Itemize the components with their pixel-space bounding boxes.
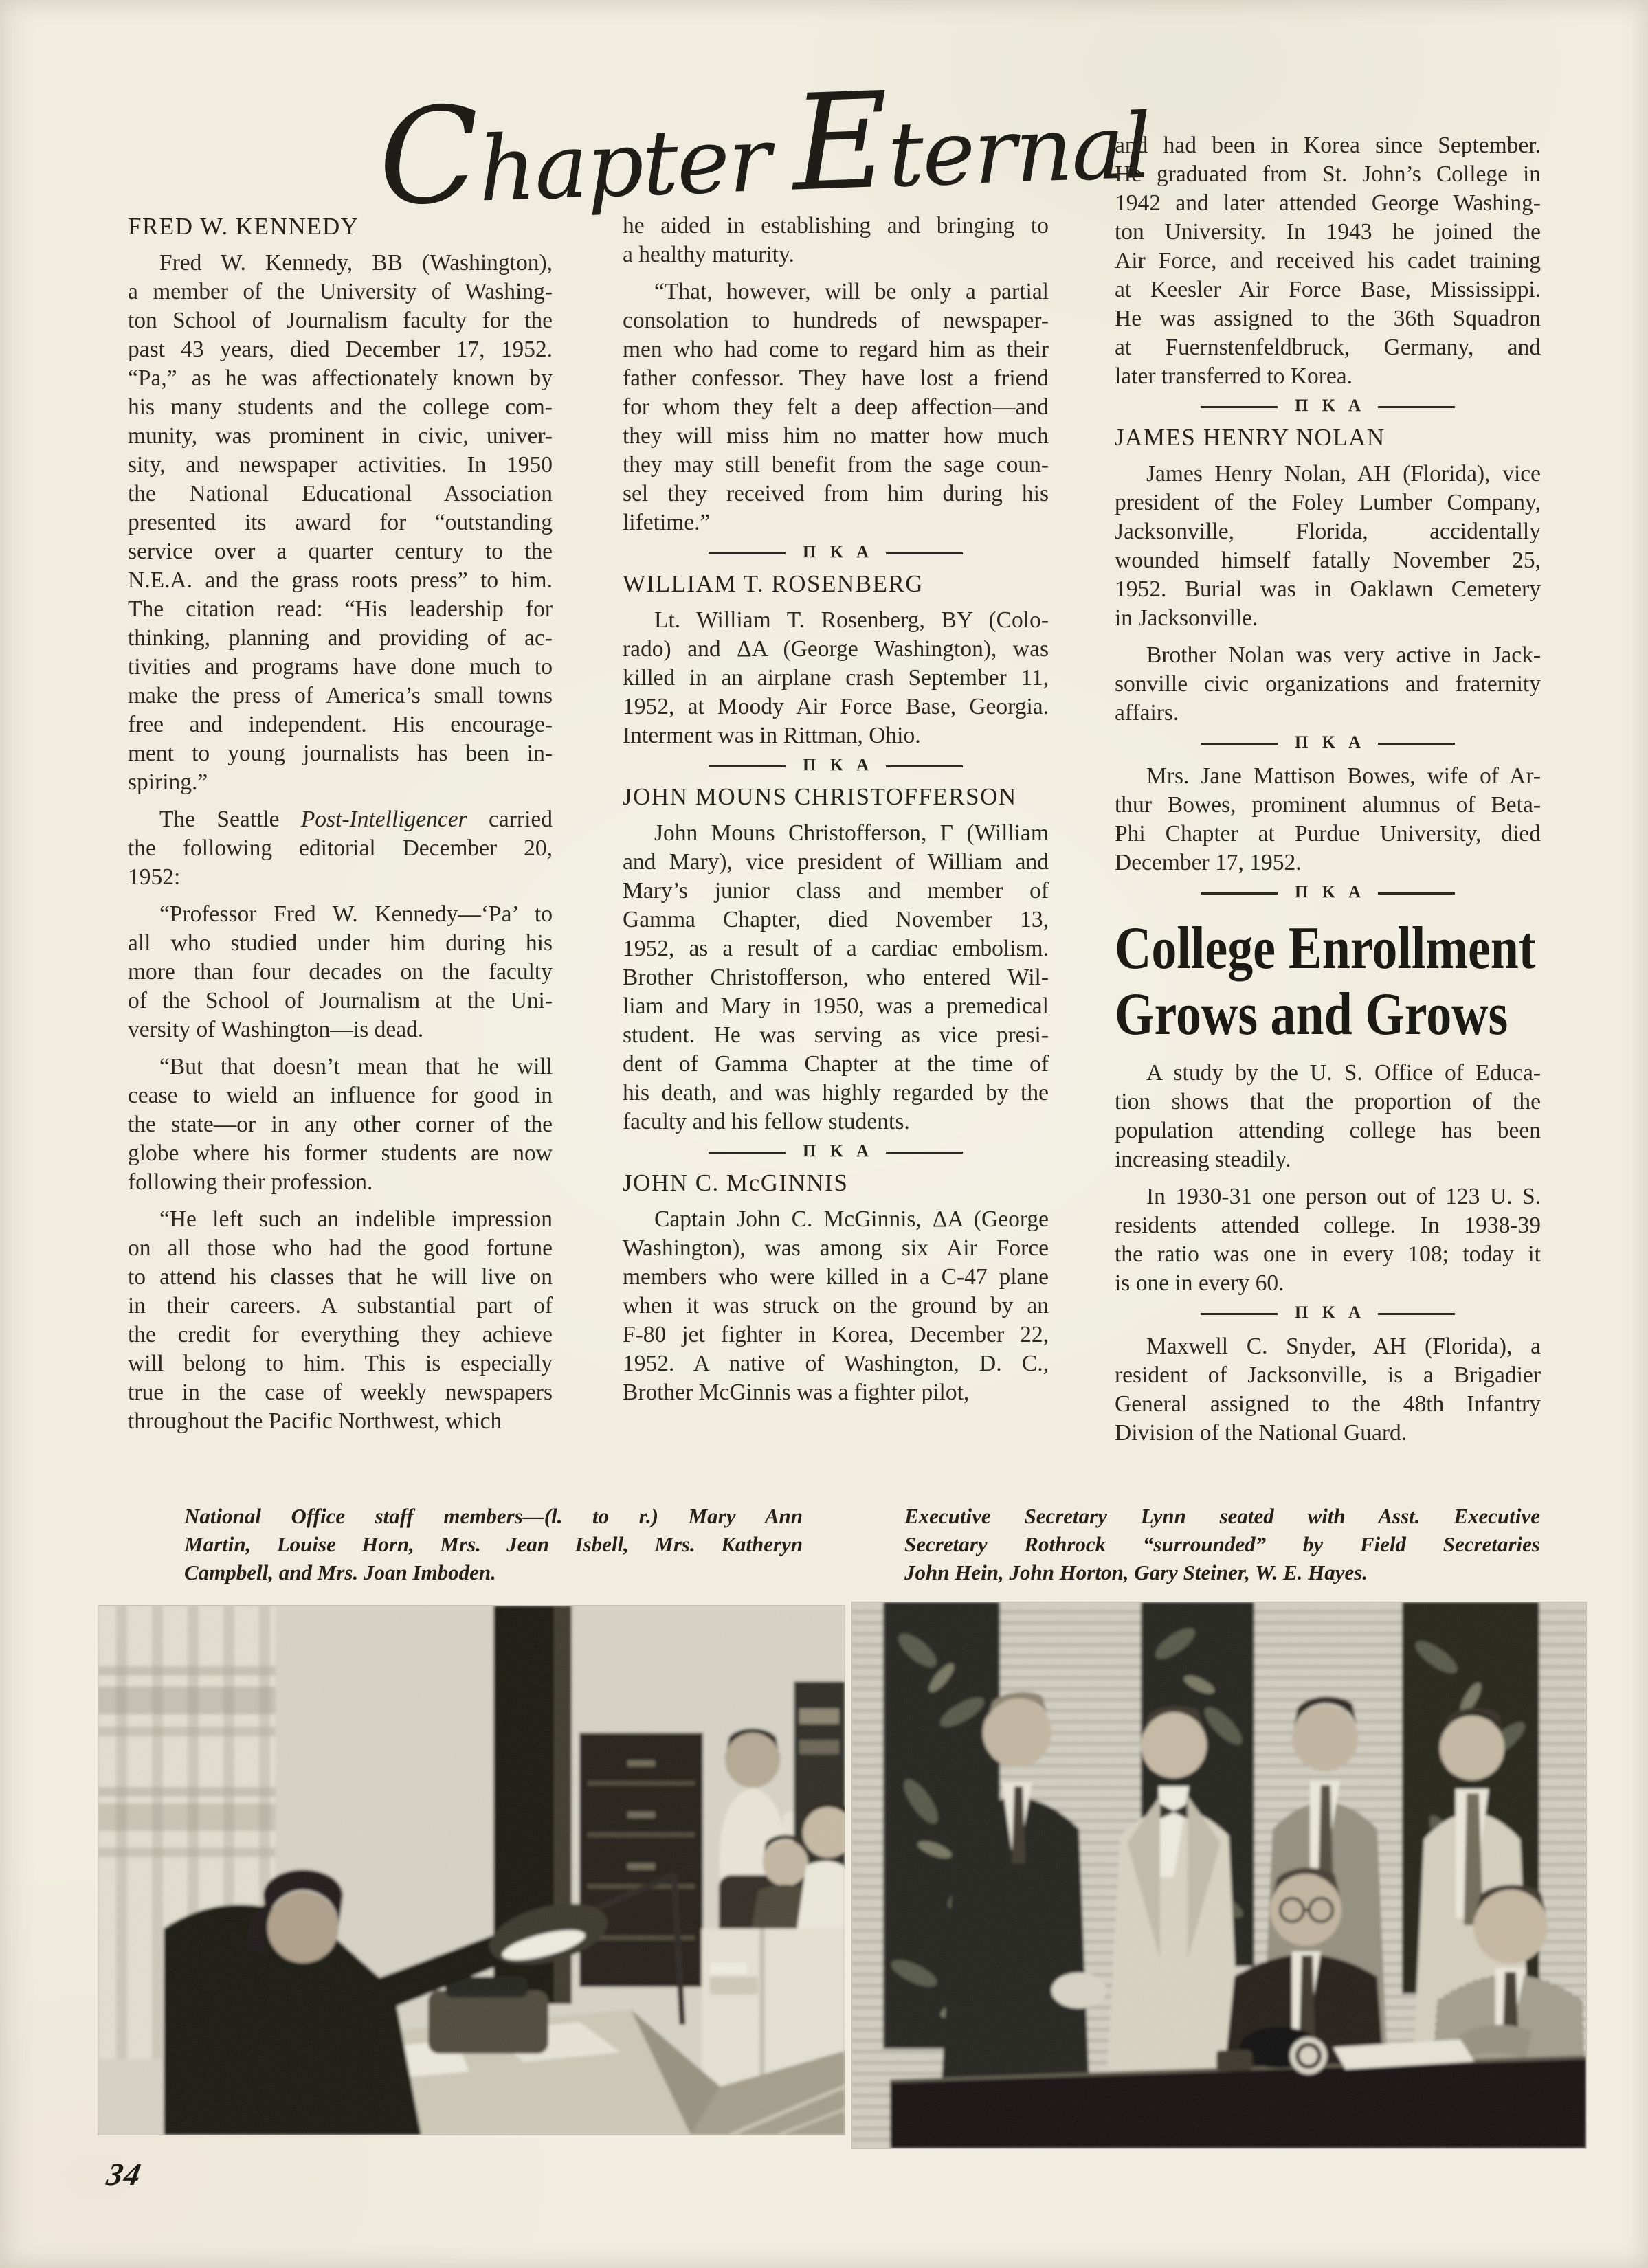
text-line: Gamma Chapter, died November 13, <box>623 907 1049 932</box>
pika-rule-left <box>1201 1313 1278 1315</box>
text-line: more than four decades on the faculty <box>128 959 553 985</box>
text-line: “But that doesn’t mean that he will <box>159 1054 553 1079</box>
text-line: consolation to hundreds of newspaper- <box>623 308 1049 333</box>
pika-rule-right <box>1378 743 1455 745</box>
text-line: 1952. Burial was in Oaklawn Cemetery <box>1115 576 1541 602</box>
paragraph <box>623 606 1049 750</box>
column-1 <box>128 206 553 1436</box>
text-line: The Seattle Post-Intelligencer carried <box>159 807 553 832</box>
pika-divider <box>1115 882 1541 903</box>
text-line: Air Force, and received his cadet training <box>1115 248 1541 273</box>
text-line: men who had come to regard him as their <box>623 337 1049 362</box>
text-line: Brother Christofferson, who entered Wil- <box>623 965 1049 990</box>
text-line: tivities and programs have done much to <box>128 654 553 680</box>
pika-label: Π Κ Α <box>1294 733 1366 752</box>
paragraph <box>128 900 553 1044</box>
text-line: for whom they felt a deep affection—and <box>623 394 1049 420</box>
paragraph <box>623 212 1049 269</box>
paragraph <box>128 805 553 892</box>
pika-rule-right <box>886 765 963 767</box>
caption-line: Executive Secretary Lynn seated with Asst. Executive <box>904 1504 1540 1528</box>
text-line: increasing steadily. <box>1115 1147 1291 1172</box>
text-line: service over a quarter century to the <box>128 539 553 564</box>
pika-rule-left <box>709 552 786 554</box>
text-line: “That, however, will be only a partial <box>654 279 1049 304</box>
pika-label: Π Κ Α <box>802 1142 874 1160</box>
text-line: following their profession. <box>128 1169 373 1195</box>
text-line: in their careers. A substantial part of <box>128 1293 553 1318</box>
text-line: and had been in Korea since September. <box>1115 133 1541 158</box>
text-line: population attending college has been <box>1115 1118 1541 1143</box>
text-line: thinking, planning and providing of ac- <box>128 625 553 651</box>
pika-label: Π Κ Α <box>1294 1303 1366 1322</box>
text-line: General assigned to the 48th Infantry <box>1115 1391 1541 1417</box>
text-line: ment to young journalists has been in- <box>128 741 553 766</box>
text-line: Lt. William T. Rosenberg, BΥ (Colo- <box>654 607 1049 633</box>
text-line: 1952. A native of Washington, D. C., <box>623 1351 1049 1376</box>
paragraph <box>1115 1059 1541 1174</box>
column-2 <box>623 212 1049 1407</box>
text-line: In 1930-31 one person out of 123 U. S. <box>1146 1184 1541 1209</box>
text-line: Mrs. Jane Mattison Bowes, wife of Ar- <box>1146 763 1541 789</box>
pika-divider <box>1115 1302 1541 1324</box>
text-line: Division of the National Guard. <box>1115 1420 1407 1446</box>
left-photo <box>98 1606 845 2135</box>
text-line: The citation read: “His leadership for <box>128 596 553 622</box>
caption-line: National Office staff members—(l. to r.) Mary Ann <box>184 1504 803 1528</box>
text-line: free and independent. His encourage- <box>128 712 553 737</box>
obituary-heading: WILLIAM T. ROSENBERG <box>623 570 924 597</box>
left-photo-illustration <box>98 1606 845 2135</box>
text-line: resident of Jacksonville, is a Brigadier <box>1115 1362 1541 1388</box>
pika-divider <box>623 541 1049 563</box>
pika-rule-right <box>1378 406 1455 408</box>
text-line: student. He was serving as vice presi- <box>623 1022 1049 1048</box>
text-line: A study by the U. S. Office of Educa- <box>1146 1060 1541 1086</box>
caption-line: Secretary Rothrock “surrounded” by Field Secretaries <box>904 1532 1540 1556</box>
right-photo <box>852 1602 1586 2148</box>
pika-label: Π Κ Α <box>1294 883 1366 901</box>
text-line: versity of Washington—is dead. <box>128 1017 424 1042</box>
page-number: 34 <box>104 2157 145 2192</box>
text-line: all who studied under him during his <box>128 930 553 956</box>
text-line: Captain John C. McGinnis, ΔA (George <box>654 1206 1049 1232</box>
pika-divider <box>623 1141 1049 1163</box>
text-line: sel they received from him during his <box>623 481 1049 506</box>
text-line: dent of Gamma Chapter at the time of <box>623 1051 1049 1077</box>
text-line: John Mouns Christofferson, Γ (William <box>654 820 1049 846</box>
photo-grain <box>98 1606 845 2135</box>
text-line: tion shows that the proportion of the <box>1115 1089 1541 1114</box>
text-line: of the School of Journalism at the Uni- <box>128 988 553 1013</box>
text-line: Phi Chapter at Purdue University, died <box>1115 821 1541 846</box>
pika-divider <box>1115 395 1541 417</box>
pika-label: Π Κ Α <box>802 756 874 774</box>
text-line: N.E.A. and the grass roots press” to him. <box>128 568 553 593</box>
photo-grain <box>852 1602 1586 2148</box>
text-line: lifetime.” <box>623 510 711 535</box>
text-line: ton University. In 1943 he joined the <box>1115 219 1541 245</box>
obituary-heading: JOHN MOUNS CHRISTOFFERSON <box>623 783 1017 810</box>
text-line: and Mary), vice president of William and <box>623 849 1049 875</box>
right-photo-illustration <box>852 1602 1586 2148</box>
text-line: past 43 years, died December 17, 1952. <box>128 337 553 362</box>
text-line: Fred W. Kennedy, BB (Washington), <box>159 250 553 276</box>
text-line: 1952, at Moody Air Force Base, Georgia. <box>623 694 1049 719</box>
text-line: father confessor. They have lost a friend <box>623 366 1049 391</box>
text-line: cease to wield an influence for good in <box>128 1083 553 1108</box>
text-line: December 17, 1952. <box>1115 850 1302 875</box>
text-line: Brother Nolan was very active in Jack- <box>1146 642 1541 668</box>
text-line: a healthy maturity. <box>623 242 794 267</box>
text-line: later transferred to Korea. <box>1115 363 1352 389</box>
text-line: to attend his classes that he will live on <box>128 1264 553 1290</box>
text-line: the National Educational Association <box>128 481 553 506</box>
pika-rule-right <box>1378 1313 1455 1315</box>
paragraph <box>128 249 553 797</box>
paragraph <box>1115 131 1541 391</box>
pika-label: Π Κ Α <box>1294 396 1366 415</box>
pika-rule-left <box>1201 892 1278 895</box>
pika-divider <box>1115 732 1541 754</box>
text-line: the following editorial December 20, <box>128 835 553 861</box>
pika-label: Π Κ Α <box>802 543 874 561</box>
text-line: residents attended college. In 1938-39 <box>1115 1213 1541 1238</box>
text-line: the ratio was one in every 108; today it <box>1115 1242 1541 1267</box>
text-line: “Professor Fred W. Kennedy—‘Pa’ to <box>159 901 553 927</box>
column-3 <box>1115 131 1541 1448</box>
text-line: globe where his former students are now <box>128 1141 553 1166</box>
text-line: wounded himself fatally November 25, <box>1115 548 1541 573</box>
text-line: sity, and newspaper activities. In 1950 <box>128 452 553 478</box>
text-line: He was assigned to the 36th Squadron <box>1115 306 1541 331</box>
text-line: 1952: <box>128 864 181 890</box>
text-line: his many students and the college com- <box>128 394 553 420</box>
obituary-heading: JAMES HENRY NOLAN <box>1115 424 1385 451</box>
text-line: Maxwell C. Snyder, AH (Florida), a <box>1146 1334 1541 1359</box>
text-line: James Henry Nolan, AH (Florida), vice <box>1146 461 1541 486</box>
obituary-heading: JOHN C. McGINNIS <box>623 1169 849 1196</box>
text-line: members who were killed in a C-47 plane <box>623 1264 1049 1290</box>
text-line: a member of the University of Washing- <box>128 279 553 304</box>
svg-text:ChapterEternal: Chapter Eternal <box>375 64 1153 236</box>
text-line: presented its award for “outstanding <box>128 510 553 535</box>
text-line: sonville civic organizations and fraternity <box>1115 671 1541 697</box>
paragraph <box>128 1053 553 1197</box>
text-line: 1952, as a result of a cardiac embolism. <box>623 936 1049 961</box>
paragraph <box>1115 1332 1541 1448</box>
section-display-heading <box>1115 916 1541 1048</box>
text-line: rado) and ΔA (George Washington), was <box>623 636 1049 662</box>
pika-rule-left <box>709 765 786 767</box>
caption-line: Martin, Louise Horn, Mrs. Jean Isbell, Mrs. Katheryn <box>184 1532 803 1556</box>
text-line: Mary’s junior class and member of <box>623 878 1049 903</box>
text-line: 1942 and later attended George Washing- <box>1115 190 1541 216</box>
text-line: in Jacksonville. <box>1115 605 1258 631</box>
paragraph <box>1115 1182 1541 1298</box>
text-line: president of the Foley Lumber Company, <box>1115 490 1541 515</box>
paragraph <box>623 1205 1049 1407</box>
text-line: when it was struck on the ground by an <box>623 1293 1049 1318</box>
text-line: affairs. <box>1115 700 1179 726</box>
paragraph <box>1115 762 1541 877</box>
paragraph <box>623 819 1049 1136</box>
text-line: his death, and was highly regarded by the <box>623 1080 1049 1105</box>
text-line: faculty and his fellow students. <box>623 1109 910 1134</box>
text-line: spiring.” <box>128 770 208 795</box>
text-line: “Pa,” as he was affectionately known by <box>128 366 553 391</box>
text-line: He graduated from St. John’s College in <box>1115 161 1541 187</box>
text-line: true in the case of weekly newspapers <box>128 1380 553 1405</box>
caption-line: John Hein, John Horton, Gary Steiner, W. E. Hayes. <box>904 1560 1368 1584</box>
text-line: Washington), was among six Air Force <box>623 1235 1049 1261</box>
text-line: make the press of America’s small towns <box>128 683 553 708</box>
text-line: throughout the Pacific Northwest, which <box>128 1408 502 1434</box>
text-line: F-80 jet fighter in Korea, December 22, <box>623 1322 1049 1347</box>
pika-rule-left <box>1201 406 1278 408</box>
text-line: at Keesler Air Force Base, Mississippi. <box>1115 277 1541 302</box>
caption-right <box>904 1502 1540 1586</box>
pika-rule-right <box>1378 892 1455 895</box>
text-line: “He left such an indelible impression <box>159 1206 553 1232</box>
caption-line: Campbell, and Mrs. Joan Imboden. <box>184 1560 496 1584</box>
text-line: the credit for everything they achieve <box>128 1322 553 1347</box>
paragraph <box>1115 460 1541 633</box>
text-line: at Fuernstenfeldbruck, Germany, and <box>1115 335 1541 360</box>
paragraph <box>128 1205 553 1436</box>
text-line: ton School of Journalism faculty for the <box>128 308 553 333</box>
paragraph <box>1115 641 1541 728</box>
text-line: they may still benefit from the sage coun- <box>623 452 1049 478</box>
pika-rule-left <box>709 1152 786 1154</box>
display-heading-line: College Enrollment <box>1115 915 1536 982</box>
text-line: the state—or in any other corner of the <box>128 1112 553 1137</box>
text-line: killed in an airplane crash September 11, <box>623 665 1049 690</box>
text-line: Interment was in Rittman, Ohio. <box>623 723 921 748</box>
text-line: on all those who had the good fortune <box>128 1235 553 1261</box>
text-line: will belong to him. This is especially <box>128 1351 553 1376</box>
obituary-heading: FRED W. KENNEDY <box>128 213 359 240</box>
pika-divider <box>623 754 1049 776</box>
text-line: munity, was prominent in civic, univer- <box>128 423 553 449</box>
pika-rule-right <box>886 1152 963 1154</box>
caption-left <box>184 1502 803 1586</box>
text-line: liam and Mary in 1950, was a premedical <box>623 993 1049 1019</box>
text-line: Brother McGinnis was a fighter pilot, <box>623 1380 970 1405</box>
text-line: Jacksonville, Florida, accidentally <box>1115 519 1541 544</box>
display-heading-line: Grows and Grows <box>1115 981 1508 1048</box>
text-line: they will miss him no matter how much <box>623 423 1049 449</box>
pika-rule-right <box>886 552 963 554</box>
pika-rule-left <box>1201 743 1278 745</box>
text-line: he aided in establishing and bringing to <box>623 213 1049 238</box>
text-line: is one in every 60. <box>1115 1270 1284 1296</box>
paragraph <box>623 278 1049 537</box>
text-line: thur Bowes, prominent alumnus of Beta- <box>1115 792 1541 818</box>
